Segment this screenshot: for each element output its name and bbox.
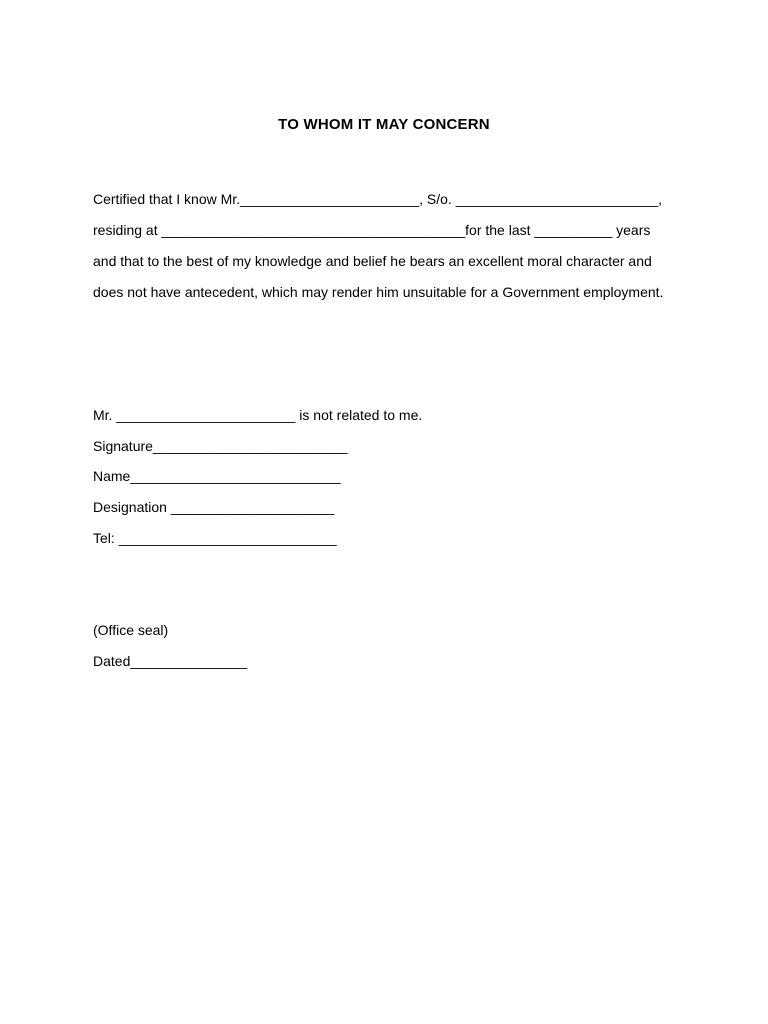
certification-line-3: and that to the best of my knowledge and belief he bears an excellent moral character and [93,253,652,269]
document-title: TO WHOM IT MAY CONCERN [278,116,490,133]
certification-line-4: does not have antecedent, which may render him unsuitable for a Government employment. [93,284,664,300]
not-related-line: Mr. _______________________ is not related to me. [93,407,423,423]
certification-line-1: Certified that I know Mr._______________________, S/o. __________________________, [93,191,663,207]
certification-line-2: residing at _______________________________________for the last __________ years [93,222,651,238]
name-field: Name___________________________ [93,468,341,484]
designation-field: Designation _____________________ [93,499,335,515]
signature-field: Signature_________________________ [93,438,348,454]
telephone-field: Tel: ____________________________ [93,530,337,546]
office-seal-label: (Office seal) [93,622,169,638]
dated-field: Dated_______________ [93,653,248,669]
